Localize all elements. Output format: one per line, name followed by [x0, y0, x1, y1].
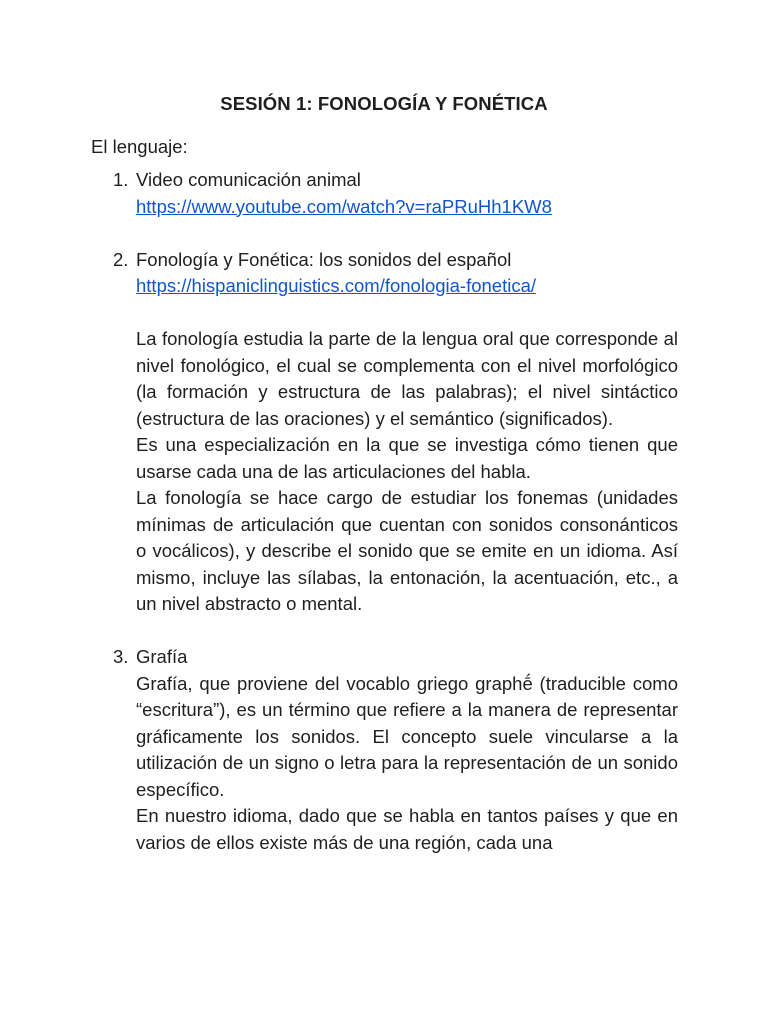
intro-text: El lenguaje: — [91, 136, 188, 157]
paragraph: La fonología se hace cargo de estudiar los fonemas (unidades mínimas de articulación que cuentan con sonidos consonánticos o vocálicos), y describe el sonido que se emite en un idioma. Así mismo, incluye las sílabas, la entonación, la acentuación, etc., a un nivel abstracto o mental. — [136, 487, 678, 614]
spacer — [136, 300, 678, 327]
list-item-1 — [91, 167, 678, 220]
list-item-2 — [91, 247, 678, 618]
list-number: 3. — [113, 646, 129, 667]
item-heading: Fonología y Fonética: los sonidos del español — [136, 248, 512, 270]
numbered-list — [91, 167, 678, 883]
list-number: 2. — [113, 248, 129, 270]
item-heading: Video comunicación animal — [136, 169, 361, 190]
paragraph: Grafía, que proviene del vocablo griego graphḗ (traducible como “escritura”), es un término que refiere a la manera de representar gráficamente los sonidos. El concepto suele vincularse a la utilización de un signo o letra para la representación de un sonido específico. — [136, 672, 678, 800]
paragraph: La fonología estudia la parte de la lengua oral que corresponde al nivel fonológico, el cual se complementa con el nivel morfológico (la formación y estructura de las palabras); el nivel sintáctico (estructura de las oraciones) y el semántico (significados). — [136, 328, 678, 429]
item-heading: Grafía — [136, 646, 188, 667]
paragraph: Es una especialización en la que se investiga cómo tienen que usarse cada una de las articulaciones del habla. — [136, 434, 678, 482]
list-item-3 — [91, 644, 678, 856]
paragraph: En nuestro idioma, dado que se habla en tantos países y que en varios de ellos existe más de una región, cada una — [136, 805, 678, 853]
hispaniclinguistics-link[interactable]: https://hispaniclinguistics.com/fonologia-fonetica/ — [136, 275, 537, 296]
list-number: 1. — [113, 169, 129, 190]
page-title: SESIÓN 1: FONOLOGÍA Y FONÉTICA — [220, 93, 548, 114]
youtube-link[interactable]: https://www.youtube.com/watch?v=raPRuHh1KW8 — [136, 195, 552, 217]
